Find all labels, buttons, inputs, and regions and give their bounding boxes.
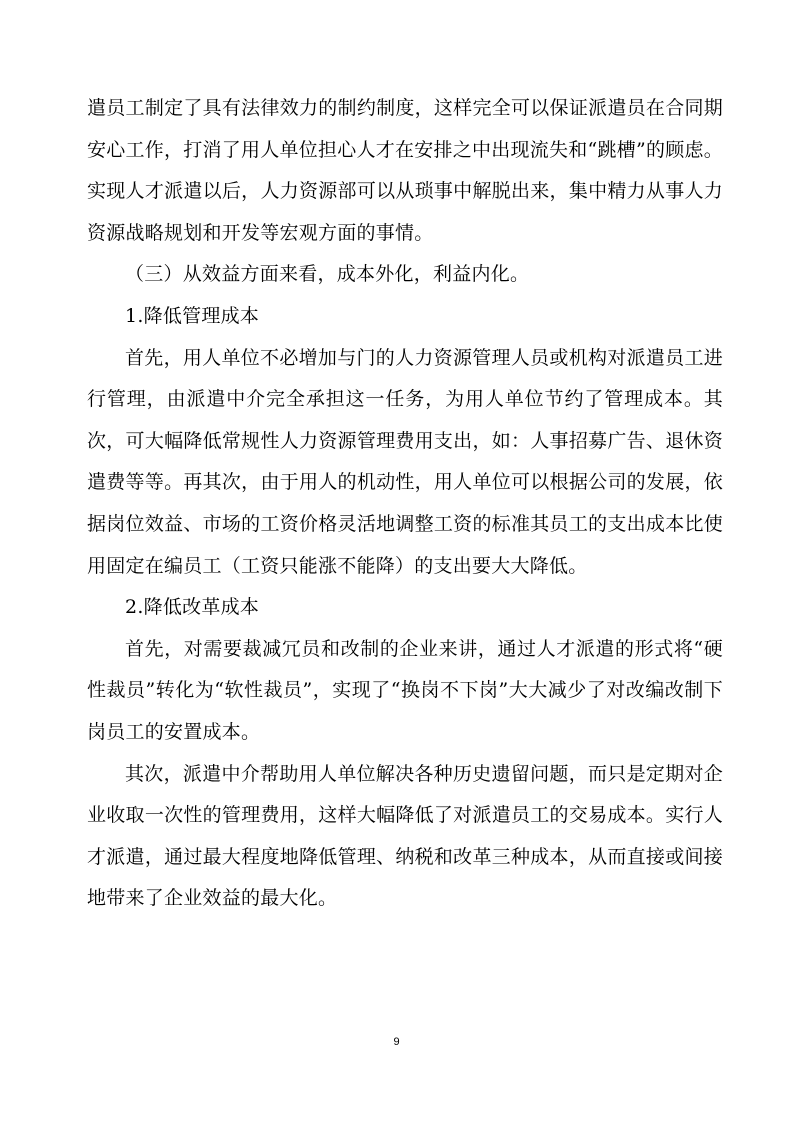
paragraph-continuation: 遣员工制定了具有法律效力的制约制度，这样完全可以保证派遣员在合同期安心工作，打消了用人单位担心人才在安排之中出现流失和“跳槽”的顾虑。实现人才派遣以后，人力资源部可以从琐事中解脱出来，集中精力从事人力资源战略规划和开发等宏观方面的事情。 — [87, 97, 723, 244]
subheading-management-cost: 1.降低管理成本 — [125, 304, 260, 327]
paragraph-reform-cost-first: 首先，对需要裁减冗员和改制的企业来讲，通过人才派遣的形式将“硬性裁员”转化为“软性裁员”，实现了“换岗不下岗”大大减少了对改编改制下岗员工的安置成本。 — [87, 637, 723, 743]
document-body — [87, 88, 723, 920]
page-number: 9 — [393, 1036, 400, 1048]
section-heading-efficiency: （三）从效益方面来看，成本外化，利益内化。 — [125, 263, 530, 286]
subheading-reform-cost: 2.降低改革成本 — [125, 596, 260, 619]
paragraph-management-cost: 首先，用人单位不必增加与门的人力资源管理人员或机构对派遣员工进行管理，由派遣中介完全承担这一任务，为用人单位节约了管理成本。其次，可大幅降低常规性人力资源管理费用支出，如：人事招募广告、退休资遣费等等。再其次，由于用人的机动性，用人单位可以根据公司的发展，依据岗位效益、市场的工资价格灵活地调整工资的标准其员工的支出成本比使用固定在编员工（工资只能涨不能降）的支出要大大降低。 — [87, 346, 723, 577]
paragraph-reform-cost-second: 其次，派遣中介帮助用人单位解决各种历史遗留问题，而只是定期对企业收取一次性的管理费用，这样大幅降低了对派遣员工的交易成本。实行人才派遣，通过最大程度地降低管理、纳税和改革三种成本，从而直接或间接地带来了企业效益的最大化。 — [87, 762, 723, 910]
